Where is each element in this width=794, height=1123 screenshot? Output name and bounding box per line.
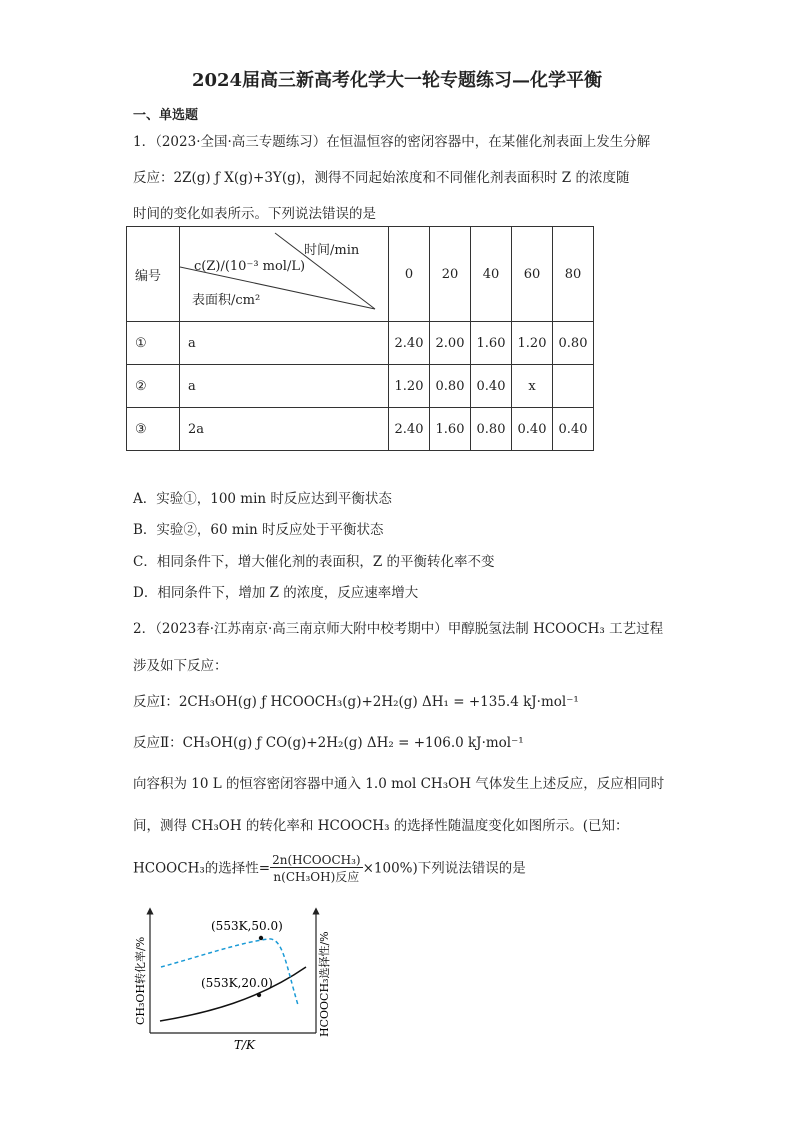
cell: 1.20	[512, 322, 553, 365]
formula-denominator: n(CH₃OH)反应	[273, 870, 360, 884]
q1-option-b: B．实验②，60 min 时反应处于平衡状态	[133, 522, 384, 538]
table-row	[127, 322, 594, 365]
label-selectivity-point: (553K,50.0)	[211, 919, 283, 933]
cell	[553, 365, 594, 408]
row-id: ②	[127, 365, 180, 408]
cell: 0.80	[430, 365, 471, 408]
cell: 1.20	[389, 365, 430, 408]
q2-line3: 向容积为 10 L 的恒容密闭容器中通入 1.0 mol CH₃OH 气体发生上述反应，反应相同时	[133, 776, 665, 792]
time-header: 60	[512, 227, 553, 322]
conversion-selectivity-chart	[128, 905, 348, 1055]
row-area: a	[180, 322, 389, 365]
cell: 0.40	[553, 408, 594, 451]
q2-line1: 2．（2023春·江苏南京·高三南京师大附中校考期中）甲醇脱氢法制 HCOOCH₃ 工艺过程	[133, 621, 664, 637]
formula-prefix: HCOOCH₃的选择性=	[133, 860, 271, 877]
q2-line2: 涉及如下反应：	[133, 658, 228, 674]
cell: 0.40	[471, 365, 512, 408]
q1-line3: 时间的变化如表所示。下列说法错误的是	[133, 206, 376, 222]
q1-option-a: A．实验①，100 min 时反应达到平衡状态	[133, 491, 392, 507]
section-heading: 一、单选题	[133, 108, 199, 123]
row-area: a	[180, 365, 389, 408]
diag-area-label: 表面积/cm²	[192, 293, 261, 308]
q2-line4: 间，测得 CH₃OH 的转化率和 HCOOCH₃ 的选择性随温度变化如图所示。(已知：	[133, 818, 629, 834]
cell: 0.80	[471, 408, 512, 451]
label-conversion-point: (553K,20.0)	[201, 976, 273, 990]
diag-time-label: 时间/min	[304, 243, 360, 258]
y-axis-right-label: HCOOCH₃选择性/%	[318, 931, 331, 1037]
row-id: ①	[127, 322, 180, 365]
formula-fraction	[270, 853, 363, 885]
q1-line1: 1．（2023·全国·高三专题练习）在恒温恒容的密闭容器中，在某催化剂表面上发生分解	[133, 134, 651, 150]
cell: 1.60	[430, 408, 471, 451]
point-conversion-553k	[257, 993, 261, 997]
cell: 2.40	[389, 408, 430, 451]
cell: x	[512, 365, 553, 408]
cell: 2.40	[389, 322, 430, 365]
formula-numerator: 2n(HCOOCH₃)	[272, 853, 361, 867]
y-axis-left-label: CH₃OH转化率/%	[134, 936, 147, 1025]
row-area: 2a	[180, 408, 389, 451]
time-header: 80	[553, 227, 594, 322]
formula-suffix: ×100%)下列说法错误的是	[362, 860, 526, 877]
q2-reaction-1: 反应Ⅰ：2CH₃OH(g) ƒ HCOOCH₃(g)+2H₂(g) ΔH₁ = +135.4 kJ·mol⁻¹	[133, 694, 579, 710]
time-header: 0	[389, 227, 430, 322]
point-selectivity-553k	[259, 936, 263, 940]
q1-line2: 反应：2Z(g) ƒ X(g)+3Y(g)，测得不同起始浓度和不同催化剂表面积时 Z 的浓度随	[133, 170, 630, 186]
row-id: ③	[127, 408, 180, 451]
diag-conc-label: c(Z)/(10⁻³ mol/L)	[194, 259, 306, 274]
cell: 1.60	[471, 322, 512, 365]
cell: 2.00	[430, 322, 471, 365]
cell: 0.40	[512, 408, 553, 451]
concentration-table	[126, 226, 594, 451]
table-row	[127, 365, 594, 408]
diagonal-header	[180, 227, 389, 322]
cell: 0.80	[553, 322, 594, 365]
page-title: 2024届高三新高考化学大一轮专题练习—化学平衡	[191, 70, 603, 91]
series-selectivity-line	[161, 939, 298, 1005]
time-header: 40	[471, 227, 512, 322]
q2-reaction-2: 反应Ⅱ：CH₃OH(g) ƒ CO(g)+2H₂(g) ΔH₂ = +106.0 kJ·mol⁻¹	[133, 735, 524, 751]
q1-option-d: D．相同条件下，增加 Z 的浓度，反应速率增大	[133, 585, 419, 601]
x-axis-label: T/K	[234, 1038, 256, 1052]
time-header: 20	[430, 227, 471, 322]
q1-option-c: C．相同条件下，增大催化剂的表面积，Z 的平衡转化率不变	[133, 554, 495, 570]
col-id-header: 编号	[127, 227, 180, 322]
selectivity-formula	[133, 853, 526, 885]
table-row	[127, 408, 594, 451]
